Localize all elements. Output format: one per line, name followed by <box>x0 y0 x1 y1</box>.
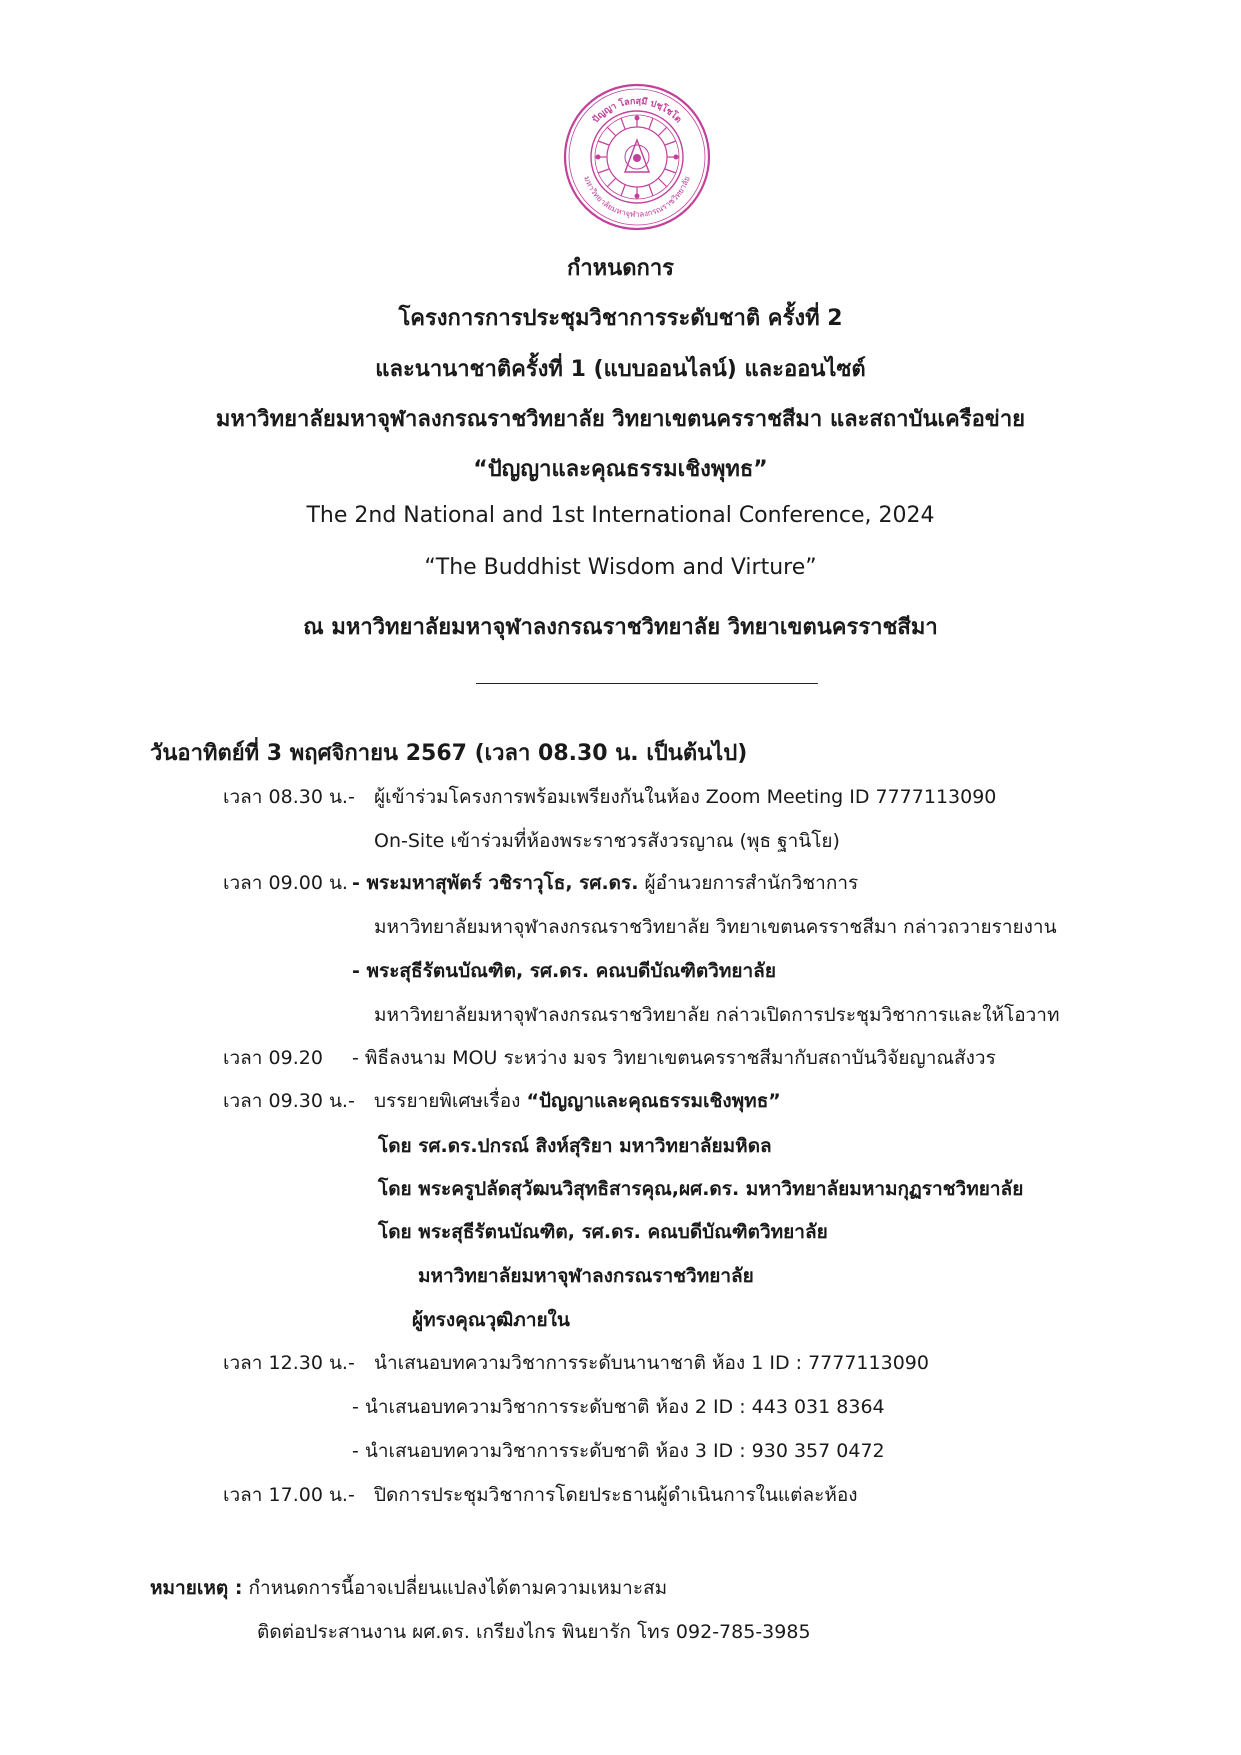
time-0920: เวลา 09.20 <box>223 1047 323 1069</box>
organizer-line: มหาวิทยาลัยมหาจุฬาลงกรณราชวิทยาลัย วิทยาเขตนครราชสีมา และสถาบันเครือข่าย <box>215 407 1026 432</box>
project-subtitle: และนานาชาติครั้งที่ 1 (แบบออนไลน์) และออนไซต์ <box>375 357 866 382</box>
university-seal-logo <box>562 82 712 232</box>
item-mou: - พิธีลงนาม MOU ระหว่าง มจร วิทยาเขตนครราชสีมากับสถาบันวิจัยญาณสังวร <box>352 1047 996 1069</box>
lecturer-3-affiliation: มหาวิทยาลัยมหาจุฬาลงกรณราชวิทยาลัย <box>418 1265 754 1287</box>
contact-line: ติดต่อประสานงาน ผศ.ดร. เกรียงไกร พินยารัก โทร 092-785-3985 <box>257 1621 811 1643</box>
lecture-label: บรรยายพิเศษเรื่อง <box>374 1090 527 1112</box>
time-0830: เวลา 08.30 น.- <box>223 786 355 808</box>
item-registration: ผู้เข้าร่วมโครงการพร้อมเพรียงกันในห้อง Zoom Meeting ID 7777113090 <box>374 786 997 808</box>
item-opening-detail: มหาวิทยาลัยมหาจุฬาลงกรณราชวิทยาลัย กล่าวเปิดการประชุมวิชาการและให้โอวาท <box>374 1004 1060 1026</box>
item-room-3: - นำเสนอบทความวิชาการระดับชาติ ห้อง 3 ID : 930 357 0472 <box>352 1440 885 1462</box>
item-closing: ปิดการประชุมวิชาการโดยประธานผู้ดำเนินการในแต่ละห้อง <box>374 1484 858 1506</box>
item-lecture <box>374 1086 781 1116</box>
divider <box>476 683 818 684</box>
lecturer-2: โดย พระครูปลัดสุวัฒนวิสุทธิสารคุณ,ผศ.ดร. มหาวิทยาลัยมหามกุฏราชวิทยาลัย <box>378 1178 1024 1200</box>
item-onsite: On-Site เข้าร่วมที่ห้องพระราชวรสังวรญาณ (พุธ ฐานิโย) <box>374 830 840 852</box>
doc-title: กำหนดการ <box>567 256 674 281</box>
note <box>150 1573 667 1603</box>
item-report-detail: มหาวิทยาลัยมหาจุฬาลงกรณราชวิทยาลัย วิทยาเขตนครราชสีมา กล่าวถวายรายงาน <box>374 916 1057 938</box>
lecturer-1: โดย รศ.ดร.ปกรณ์ สิงห์สุริยา มหาวิทยาลัยมหิดล <box>378 1135 772 1157</box>
seal-top-text: ปัญญา โลกสฺมึ ปชฺโชโต <box>590 96 684 126</box>
speaker-opening: - พระสุธีรัตนบัณฑิต, รศ.ดร. คณบดีบัณฑิตวิทยาลัย <box>352 960 776 982</box>
conference-title-en: The 2nd National and 1st International Conference, 2024 <box>306 503 935 528</box>
speaker-report: - พระมหาสุพัตร์ วชิราวุโธ, รศ.ดร. <box>352 872 639 894</box>
time-0930: เวลา 09.30 น.- <box>223 1090 355 1112</box>
seal-bottom-text: มหาวิทยาลัยมหาจุฬาลงกรณราชวิทยาลัย <box>582 175 692 220</box>
note-text: กำหนดการนี้อาจเปลี่ยนแปลงได้ตามความเหมาะสม <box>242 1577 668 1599</box>
theme-thai: “ปัญญาและคุณธรรมเชิงพุทธ” <box>473 457 768 482</box>
theme-en: “The Buddhist Wisdom and Virture” <box>424 555 817 580</box>
speaker-report-role: ผู้อำนวยการสำนักวิชาการ <box>638 872 859 894</box>
lecture-topic: “ปัญญาและคุณธรรมเชิงพุทธ” <box>526 1090 781 1112</box>
item-room-2: - นำเสนอบทความวิชาการระดับชาติ ห้อง 2 ID : 443 031 8364 <box>352 1396 885 1418</box>
project-title: โครงการการประชุมวิชาการระดับชาติ ครั้งที่ 2 <box>398 306 843 331</box>
venue-line: ณ มหาวิทยาลัยมหาจุฬาลงกรณราชวิทยาลัย วิทยาเขตนครราชสีมา <box>303 615 938 640</box>
day-heading: วันอาทิตย์ที่ 3 พฤศจิกายน 2567 (เวลา 08.30 น. เป็นต้นไป) <box>150 741 748 766</box>
lecturer-3-role: ผู้ทรงคุณวุฒิภายใน <box>412 1309 570 1331</box>
item-report <box>352 868 858 898</box>
lecturer-3: โดย พระสุธีรัตนบัณฑิต, รศ.ดร. คณบดีบัณฑิตวิทยาลัย <box>378 1221 828 1243</box>
time-0900: เวลา 09.00 น. <box>223 872 348 894</box>
time-1230: เวลา 12.30 น.- <box>223 1352 355 1374</box>
item-room-1: นำเสนอบทความวิชาการระดับนานาชาติ ห้อง 1 ID : 7777113090 <box>374 1352 929 1374</box>
note-label: หมายเหตุ : <box>150 1577 243 1599</box>
time-1700: เวลา 17.00 น.- <box>223 1484 355 1506</box>
